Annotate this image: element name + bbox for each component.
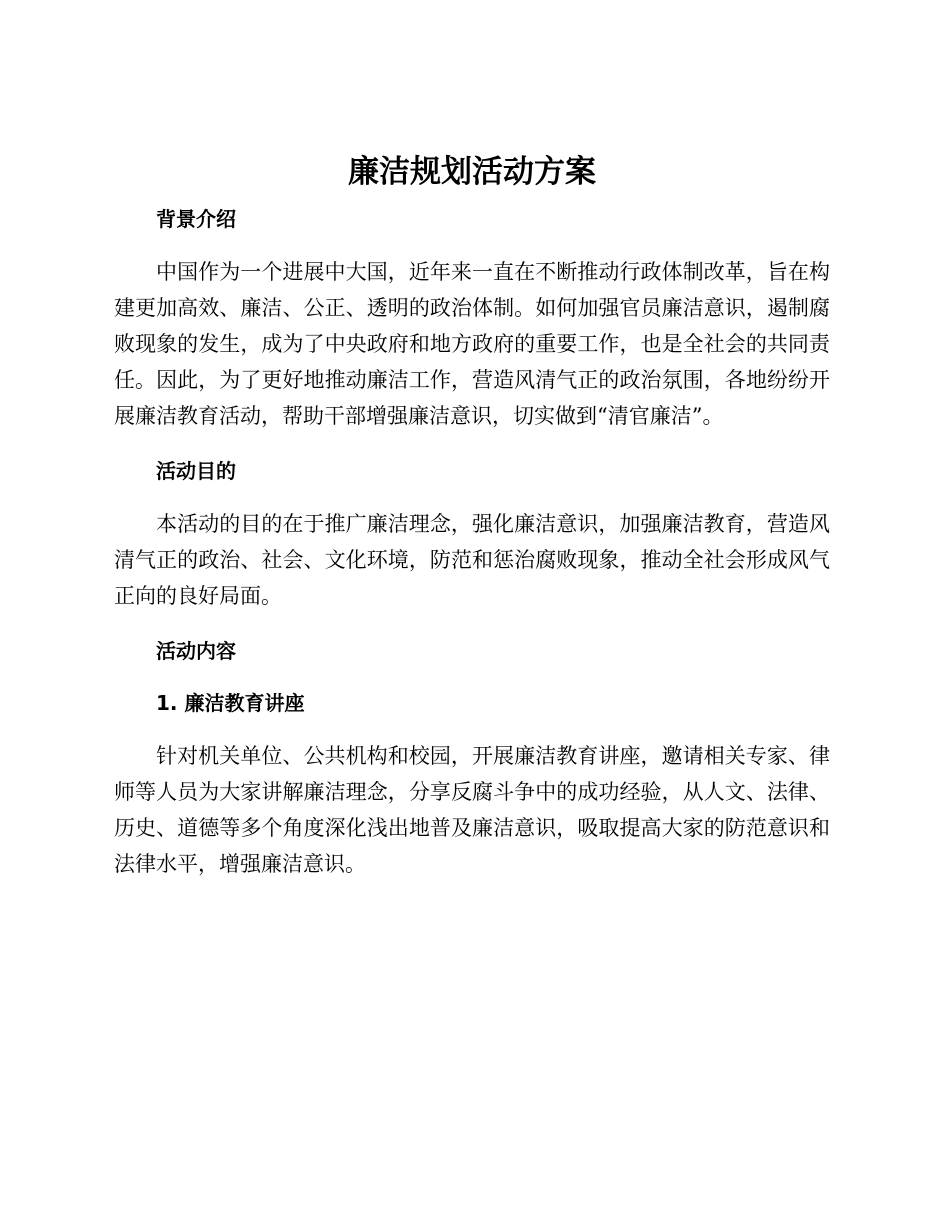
document-page <box>114 150 830 882</box>
section-paragraph-background: 中国作为一个进展中大国，近年来一直在不断推动行政体制改革，旨在构建更加高效、廉洁、公正、透明的政治体制。如何加强官员廉洁意识，遏制腐败现象的发生，成为了中央政府和地方政府的重要工作，也是全社会的共同责任。因此，为了更好地推动廉洁工作，营造风清气正的政治氛围，各地纷纷开展廉洁教育活动，帮助干部增强廉洁意识，切实做到“清官廉洁”。 <box>114 260 830 428</box>
section-paragraph-lecture: 针对机关单位、公共机构和校园，开展廉洁教育讲座，邀请相关专家、律师等人员为大家讲解廉洁理念，分享反腐斗争中的成功经验，从人文、法律、历史、道德等多个角度深化浅出地普及廉洁意识，吸取提高大家的防范意识和法律水平，增强廉洁意识。 <box>114 744 830 876</box>
section-heading-lecture: 1. 廉洁教育讲座 <box>156 691 305 715</box>
section-heading-background: 背景介绍 <box>156 207 236 231</box>
section-heading-purpose: 活动目的 <box>156 459 236 483</box>
section-paragraph-purpose: 本活动的目的在于推广廉洁理念，强化廉洁意识，加强廉洁教育，营造风清气正的政治、社会、文化环境，防范和惩治腐败现象，推动全社会形成风气正向的良好局面。 <box>114 512 830 608</box>
document-title: 廉洁规划活动方案 <box>348 154 596 190</box>
section-heading-content: 活动内容 <box>156 639 236 663</box>
